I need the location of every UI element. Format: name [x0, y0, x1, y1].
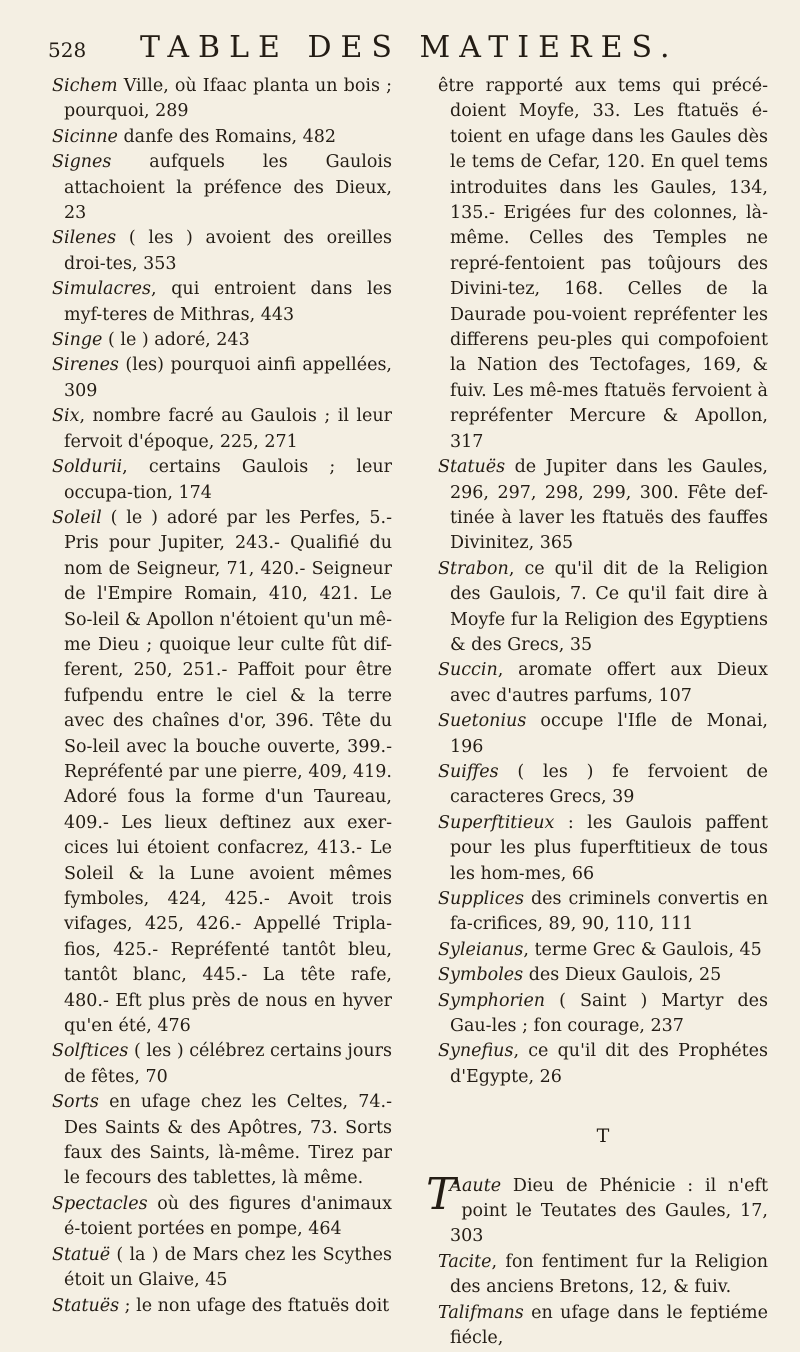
entry-text: ( les ) avoient des oreilles droi-tes, 353 — [64, 228, 392, 274]
entry-text: en ufage dans le feptiéme fiécle, — [450, 1302, 768, 1349]
entry-headword: Aaute — [449, 1175, 502, 1196]
entry-headword: Singe — [52, 330, 103, 351]
index-entry — [438, 963, 768, 988]
entry-text: , nombre facré au Gaulois ; il leur fervoit d'époque, 225, 271 — [64, 406, 392, 452]
index-entry — [52, 1294, 392, 1319]
index-entry — [52, 1039, 392, 1090]
index-entry — [438, 811, 768, 887]
index-entry — [438, 1039, 768, 1090]
entry-text: ( les ) célébrez certains jours de fêtes, 70 — [64, 1041, 393, 1087]
index-entry — [52, 353, 392, 404]
index-entry — [52, 74, 392, 125]
entry-text: ( la ) de Mars chez les Scythes étoit un Glaive, 45 — [64, 1244, 392, 1291]
entry-headword: Soleil — [52, 507, 102, 528]
entry-headword: Sorts — [52, 1092, 99, 1113]
entry-headword: Spectacles — [52, 1193, 148, 1214]
entry-headword: Superftitieux — [438, 812, 555, 833]
entry-text: des Dieux Gaulois, 25 — [523, 965, 722, 986]
entry-text: ( Saint ) Martyr des Gau-les ; fon courage, 237 — [450, 990, 768, 1037]
entry-headword: Suiffes — [438, 761, 499, 782]
entry-text: ( le ) adoré par les Perfes, 5.- Pris pour Jupiter, 243.- Qualifié du nom de Seigneur, 71, 420.- Seigneur de l'Empire Romain, 410, 421. Le So-leil & Apollon n'étoient qu'un mê-me Dieu ; quoique leur culte fût dif-ferent, 250, 251.- Paffoit pour être fufpendu entre le ciel & la terre avec des chaînes d'or, 396. Tête du So-leil avec la bouche ouverte, 399.- Repréfenté par une pierre, 409, 419. Adoré fous la forme d'un Taureau, 409.- Les lieux deftinez aux exer-cices lui étoient confacrez, 413.- Le Soleil & la Lune avoient mêmes fymboles, 424, 425.- Avoit trois vifages, 425, 426.- Appellé Tripla-fios, 425.- Repréfenté tantôt bleu, tantôt blanc, 445.- La tête rafe, 480.- Eft plus près de nous en hyver qu'en été, 476 — [64, 507, 392, 1037]
index-entry — [52, 1090, 392, 1192]
index-entry — [438, 709, 768, 760]
entry-headword: Signes — [52, 152, 112, 173]
index-entry — [438, 989, 768, 1040]
index-entry — [52, 226, 392, 277]
entry-headword: Statuës — [52, 1295, 120, 1316]
index-entry — [438, 455, 768, 557]
index-entry — [426, 1168, 768, 1250]
entry-headword: Simulacres — [52, 279, 151, 300]
index-entry — [52, 1192, 392, 1243]
entry-headword: Sichem — [52, 76, 118, 96]
entry-headword: Statuë — [52, 1244, 111, 1265]
entry-text: , certains Gaulois ; leur occupa-tion, 174 — [64, 457, 392, 503]
entry-headword: Strabon — [438, 558, 509, 579]
right-column — [426, 74, 768, 1352]
entry-headword: Sicinne — [52, 126, 118, 147]
index-entry — [438, 760, 768, 811]
page-number: 528 — [48, 38, 87, 62]
entry-headword: Statuës — [438, 457, 506, 478]
index-entry — [52, 328, 392, 353]
entry-text: Dieu de Phénicie : il n'eft point le Teutates des Gaules, 17, 303 — [450, 1175, 768, 1247]
entry-text: : les Gaulois paffent pour les plus fuperftitieux de tous les hom-mes, 66 — [450, 812, 768, 884]
index-entry — [52, 277, 392, 328]
entry-text: danfe des Romains, 482 — [117, 126, 336, 147]
entry-text: où des figures d'animaux é-toient portées en pompe, 464 — [64, 1193, 392, 1240]
index-entry — [438, 74, 768, 455]
index-entry — [438, 1301, 768, 1352]
entry-text: des criminels convertis en fa-crifices, 89, 90, 110, 111 — [450, 889, 768, 935]
index-entry — [52, 150, 392, 226]
section-letter-t: T — [596, 1125, 610, 1148]
entry-text: aufquels les Gaulois attachoient la préfence des Dieux, 23 — [64, 152, 392, 224]
entry-text: Ville, où Ifaac planta un bois ; pourquoi, 289 — [64, 76, 392, 122]
entry-headword: Symboles — [438, 965, 524, 986]
entry-text: , ce qu'il dit de la Religion des Gaulois, 7. Ce qu'il fait dire à Moyfe fur la Religion des Egyptiens & des Grecs, 35 — [450, 558, 768, 655]
page-header — [0, 28, 800, 68]
entry-text: en ufage chez les Celtes, 74.- Des Saints & des Apôtres, 73. Sorts faux des Saints, là-même. Tirez par le fecours des tablettes, là même. — [64, 1092, 392, 1189]
entry-text: , fon fentiment fur la Religion des anciens Bretons, 12, & fuiv. — [450, 1251, 768, 1298]
entry-text: de Jupiter dans les Gaules, 296, 297, 298, 299, 300. Fête def-tinée à laver les ftatuës des fauffes Divinitez, 365 — [450, 457, 768, 554]
entry-text: , terme Grec & Gaulois, 45 — [523, 939, 762, 960]
entry-headword: Solftices — [52, 1041, 129, 1062]
entry-text: (les) pourquoi ainfi appellées, 309 — [64, 355, 392, 401]
right-entries-s — [438, 74, 768, 1090]
index-entry — [438, 887, 768, 938]
right-entries-t — [426, 1168, 768, 1352]
entry-text: , ce qu'il dit des Prophétes d'Egypte, 26 — [450, 1041, 768, 1087]
index-entry — [438, 557, 768, 659]
entry-headword: Soldurii — [52, 457, 123, 478]
entry-headword: Tacite — [438, 1251, 492, 1272]
index-entry — [52, 125, 392, 150]
entry-text: , qui entroient dans les myf-teres de Mithras, 443 — [64, 279, 392, 325]
drop-initial: T — [426, 1168, 456, 1220]
entry-text: , aromate offert aux Dieux avec d'autres parfums, 107 — [450, 660, 768, 706]
index-entry — [52, 455, 392, 506]
index-entry — [438, 938, 768, 963]
left-column — [52, 74, 392, 1319]
entry-headword: Synefius — [438, 1041, 514, 1062]
entry-headword: Succin — [438, 660, 498, 681]
entry-headword: Symphorien — [438, 990, 546, 1011]
entry-text: être rapporté aux tems qui précé-doient Moyfe, 33. Les ftatuës é-toient en ufage dans les Gaules dès le tems de Cefar, 120. En quel tems introduites dans les Gaules, 134, 135.- Erigées fur des colonnes, là-même. Celles des Temples ne repré-fentoient pas toûjours des Divini-tez, 168. Celles de la Daurade pou-voient repréfenter les differens peu-ples qui compofoient la Nation des Tectofages, 169, & fuiv. Les mê-mes ftatuës fervoient à repréfenter Mercure & Apollon, 317 — [438, 76, 768, 452]
entry-text: ( le ) adoré, 243 — [102, 330, 250, 351]
entry-headword: Supplices — [438, 889, 524, 909]
entry-headword: Silenes — [52, 228, 117, 249]
entry-headword: Syleianus — [438, 939, 524, 960]
entry-text: ( les ) fe fervoient de caracteres Grecs, 39 — [450, 761, 768, 808]
entry-headword: Talifmans — [438, 1302, 524, 1323]
entry-headword: Sirenes — [52, 355, 119, 376]
index-entry — [52, 506, 392, 1040]
entry-headword: Suetonius — [438, 711, 527, 732]
index-entry — [52, 1243, 392, 1294]
index-entry — [438, 658, 768, 709]
entry-text: ; le non ufage des ftatuës doit — [119, 1295, 390, 1316]
entry-text: occupe l'Ifle de Monai, 196 — [450, 711, 768, 757]
index-entry — [52, 404, 392, 455]
entry-headword: Six — [52, 406, 80, 427]
index-entry — [438, 1250, 768, 1301]
running-head: TABLE DES MATIERES. — [140, 30, 679, 65]
